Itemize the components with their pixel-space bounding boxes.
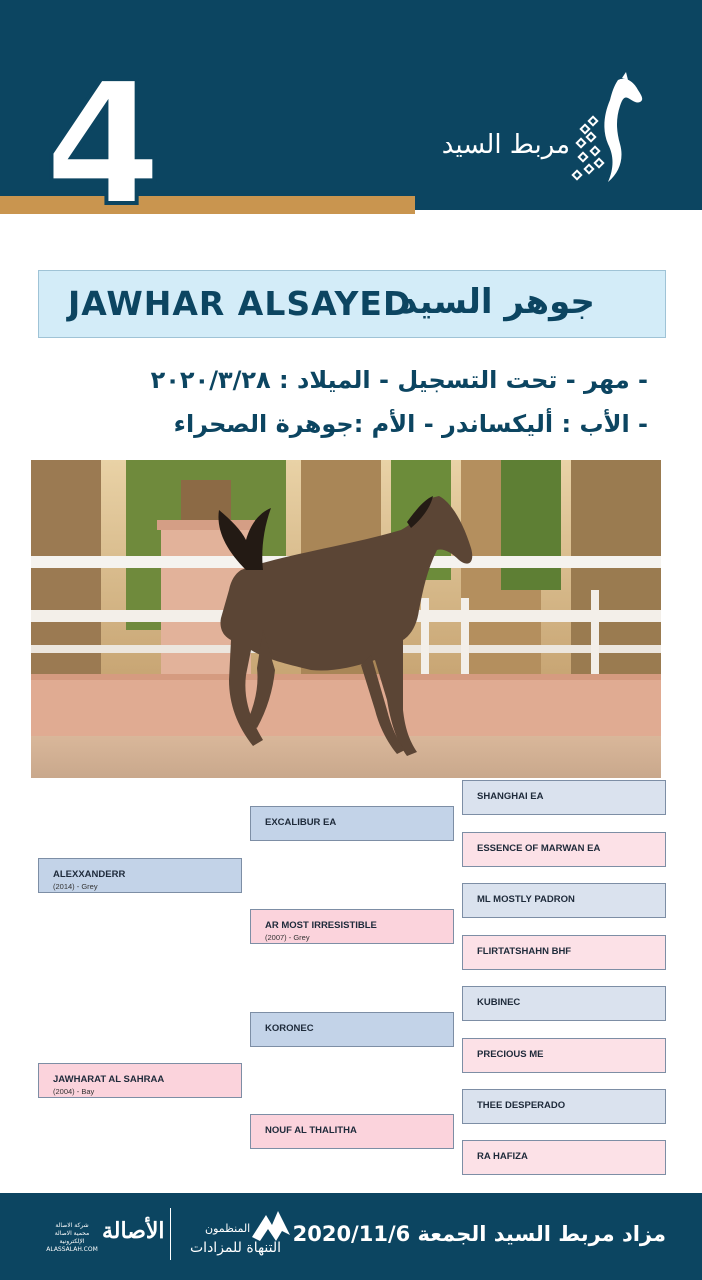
organizer-label: المنظمون (205, 1222, 251, 1235)
pedigree-dam (38, 1063, 242, 1098)
header-lower-band (415, 196, 702, 210)
pedigree-great-5 (462, 986, 666, 1021)
pedigree-great-name: FLIRTATSHAHN BHF (477, 946, 572, 957)
pedigree-granddam-maternal (250, 1114, 454, 1149)
horse-info-parents: - الأب : أليكساندر - الأم :جوهرة الصحراء (173, 410, 648, 438)
pedigree-great-name: SHANGHAI EA (477, 791, 544, 802)
pedigree-great-1 (462, 780, 666, 815)
pedigree-grand-name: NOUF AL THALITHA (265, 1125, 357, 1136)
pedigree-granddam-paternal (250, 909, 454, 944)
pedigree-great-name: ML MOSTLY PADRON (477, 894, 575, 905)
lot-number: 4 (43, 46, 163, 244)
horse-head-icon (568, 72, 648, 184)
pedigree-great-name: PRECIOUS ME (477, 1049, 544, 1060)
pedigree-great-name: THEE DESPERADO (477, 1100, 566, 1111)
pedigree-grand-name: EXCALIBUR EA (265, 817, 337, 828)
pedigree-great-name: KUBINEC (477, 997, 521, 1008)
pedigree-great-name: RA HAFIZA (477, 1151, 528, 1162)
pedigree-dam-detail: (2004) - Bay (53, 1087, 95, 1096)
pedigree-great-name: ESSENCE OF MARWAN EA (477, 843, 601, 854)
pedigree-grand-name: KORONEC (265, 1023, 314, 1034)
horse-photo (31, 460, 661, 778)
horse-name-english: JAWHAR ALSAYED (68, 284, 412, 323)
horse-name-arabic: جوهر السيد (400, 282, 595, 322)
footer-divider (170, 1208, 171, 1260)
pedigree-grandsire-maternal (250, 1012, 454, 1047)
partner-logo-name: الأصالة (102, 1218, 165, 1244)
pedigree-sire (38, 858, 242, 893)
pedigree-sire-detail: (2014) - Grey (53, 882, 98, 891)
horse-info-birth: - مهر - تحت التسجيل - الميلاد : ٢٠٢٠/٣/٢٨ (150, 366, 648, 394)
pedigree-dam-name: JAWHARAT AL SAHRAA (53, 1074, 165, 1085)
pedigree-sire-name: ALEXXANDERR (53, 869, 126, 880)
partner-tagline: شركة الاصالة محمية الاصالة الإلكترونية ALASSALAH.COM (46, 1222, 98, 1253)
pedigree-great-8 (462, 1140, 666, 1175)
pedigree-grandsire-paternal (250, 806, 454, 841)
pedigree-grand-detail: (2007) - Grey (265, 933, 310, 942)
brand-name: مربط السيد (441, 130, 570, 160)
pedigree-great-6 (462, 1038, 666, 1073)
pedigree-great-2 (462, 832, 666, 867)
pedigree-great-4 (462, 935, 666, 970)
auction-event-title: مزاد مربط السيد الجمعة 2020/11/6 (292, 1222, 666, 1246)
pedigree-great-3 (462, 883, 666, 918)
pedigree-great-7 (462, 1089, 666, 1124)
organizer-name: التنهاة للمزادات (190, 1240, 282, 1256)
pedigree-grand-name: AR MOST IRRESISTIBLE (265, 920, 377, 931)
